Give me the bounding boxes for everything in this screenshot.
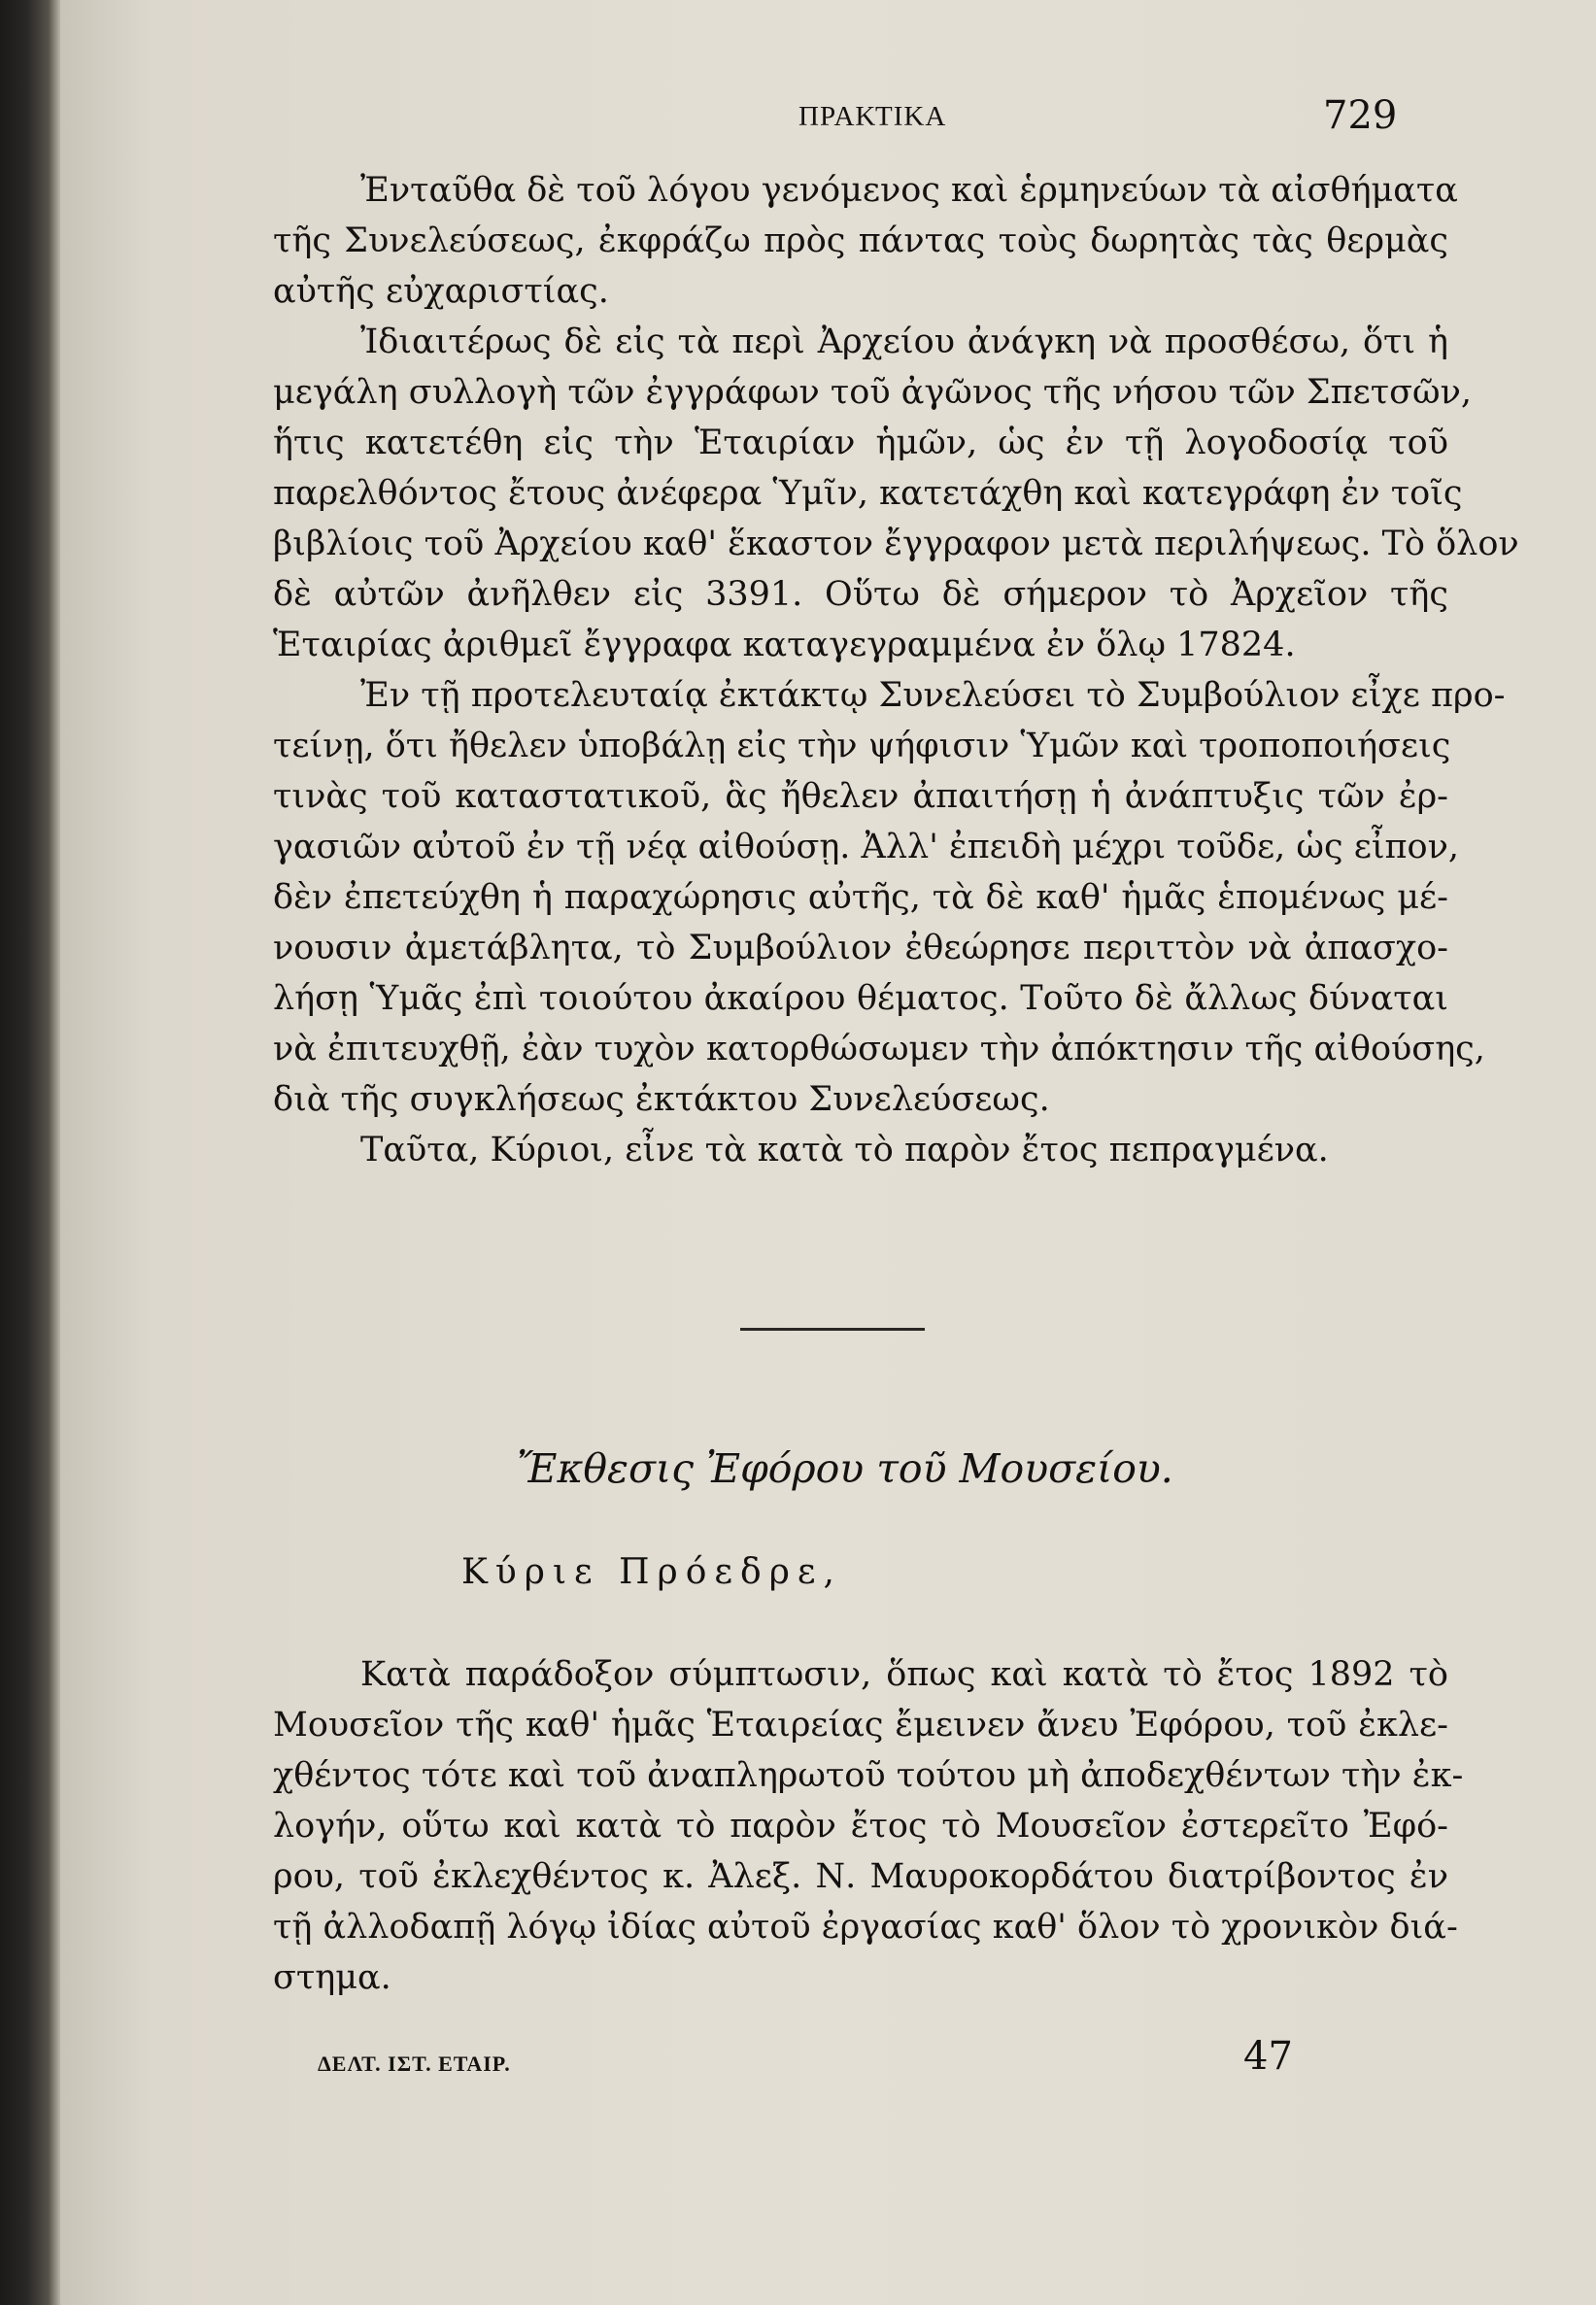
text-line: δὲν ἐπετεύχθη ἡ παραχώρησις αὐτῆς, τὰ δὲ καθ' ἡμᾶς ἑπομένως μέ- (273, 878, 1448, 917)
page-number: 729 (1323, 93, 1398, 138)
text-line: λογήν, οὕτω καὶ κατὰ τὸ παρὸν ἔτος τὸ Μουσεῖον ἐστερεῖτο Ἐφό- (273, 1807, 1448, 1846)
text-line: Ἰδιαιτέρως δὲ εἰς τὰ περὶ Ἀρχείου ἀνάγκη νὰ προσθέσω, ὅτι ἡ (360, 322, 1448, 361)
section-title: Ἔκθεσις Ἐφόρου τοῦ Μουσείου. (517, 1445, 1173, 1492)
text-line: Ταῦτα, Κύριοι, εἶνε τὰ κατὰ τὸ παρὸν ἔτος πεπραγμένα. (360, 1131, 1329, 1169)
text-line: νὰ ἐπιτευχθῇ, ἐὰν τυχὸν κατορθώσωμεν τὴν ἀπόκτησιν τῆς αἰθούσης, (273, 1030, 1485, 1068)
text-line: χθέντος τότε καὶ τοῦ ἀναπληρωτοῦ τούτου μὴ ἀποδεχθέντων τὴν ἐκ- (273, 1756, 1464, 1795)
section-divider (740, 1328, 925, 1331)
text-line: τινὰς τοῦ καταστατικοῦ, ἃς ἤθελεν ἀπαιτήσῃ ἡ ἀνάπτυξις τῶν ἐρ- (273, 777, 1448, 816)
text-line: Ἑταιρίας ἀριθμεῖ ἔγγραφα καταγεγραμμένα ἐν ὅλῳ 17824. (273, 626, 1296, 664)
text-line: στημα. (273, 1958, 391, 1997)
text-line: βιβλίοις τοῦ Ἀρχείου καθ' ἕκαστον ἔγγραφον μετὰ περιλήψεως. Τὸ ὅλον (273, 525, 1519, 563)
text-line: ἥτις κατετέθη εἰς τὴν Ἑταιρίαν ἡμῶν, ὡς ἐν τῇ λογοδοσίᾳ τοῦ (273, 424, 1448, 462)
sheet-number: 47 (1243, 2034, 1293, 2079)
text-line: Μουσεῖον τῆς καθ' ἡμᾶς Ἑταιρείας ἔμεινεν ἄνευ Ἐφόρου, τοῦ ἐκλε- (273, 1706, 1448, 1745)
minutes-text (273, 165, 1519, 1175)
salutation: Κύριε Πρόεδρε, (461, 1552, 842, 1592)
text-line: νουσιν ἀμετάβλητα, τὸ Συμβούλιον ἐθεώρησε περιττὸν νὰ ἀπασχο- (273, 929, 1448, 967)
book-page (60, 0, 1596, 2305)
text-line: τῆς Συνελεύσεως, ἐκφράζω πρὸς πάντας τοὺς δωρητὰς τὰς θερμὰς (273, 221, 1448, 260)
text-line: Κατὰ παράδοξον σύμπτωσιν, ὅπως καὶ κατὰ τὸ ἔτος 1892 τὸ (360, 1655, 1448, 1694)
text-line: παρελθόντος ἔτους ἀνέφερα Ὑμῖν, κατετάχθη καὶ κατεγράφη ἐν τοῖς (273, 474, 1463, 513)
text-line: γασιῶν αὐτοῦ ἐν τῇ νέᾳ αἰθούσῃ. Ἀλλ' ἐπειδὴ μέχρι τοῦδε, ὡς εἶπον, (273, 828, 1460, 866)
text-line: μεγάλη συλλογὴ τῶν ἐγγράφων τοῦ ἀγῶνος τῆς νήσου τῶν Σπετσῶν, (273, 373, 1472, 412)
text-line: διὰ τῆς συγκλήσεως ἐκτάκτου Συνελεύσεως. (273, 1080, 1050, 1119)
text-line: Ἐνταῦθα δὲ τοῦ λόγου γενόμενος καὶ ἑρμηνεύων τὰ αἰσθήματα (360, 171, 1458, 210)
text-line: Ἐν τῇ προτελευταίᾳ ἐκτάκτῳ Συνελεύσει τὸ Συμβούλιον εἶχε προ- (360, 676, 1506, 715)
report-text (273, 1649, 1464, 2003)
text-line: λήσῃ Ὑμᾶς ἐπὶ τοιούτου ἀκαίρου θέματος. Τοῦτο δὲ ἄλλως δύναται (273, 979, 1448, 1018)
text-line: ρου, τοῦ ἐκλεχθέντος κ. Ἀλεξ. Ν. Μαυροκορδάτου διατρίβοντος ἐν (273, 1857, 1448, 1896)
text-line: δὲ αὐτῶν ἀνῆλθεν εἰς 3391. Οὕτω δὲ σήμερον τὸ Ἀρχεῖον τῆς (273, 575, 1448, 614)
book-binding-shadow (0, 0, 60, 2305)
text-line: τείνῃ, ὅτι ἤθελεν ὑποβάλῃ εἰς τὴν ψήφισιν Ὑμῶν καὶ τροποποιήσεις (273, 727, 1451, 765)
text-line: τῇ ἀλλοδαπῇ λόγῳ ἰδίας αὐτοῦ ἐργασίας καθ' ὅλον τὸ χρονικὸν διά- (273, 1908, 1458, 1947)
text-line: αὐτῆς εὐχαριστίας. (273, 272, 609, 311)
running-head: ΠΡΑΚΤΙΚΑ (798, 101, 947, 132)
page-header (60, 93, 1596, 142)
printer-signature: ΔΕΛΤ. ΙΣΤ. ΕΤΑΙΡ. (318, 2051, 511, 2076)
